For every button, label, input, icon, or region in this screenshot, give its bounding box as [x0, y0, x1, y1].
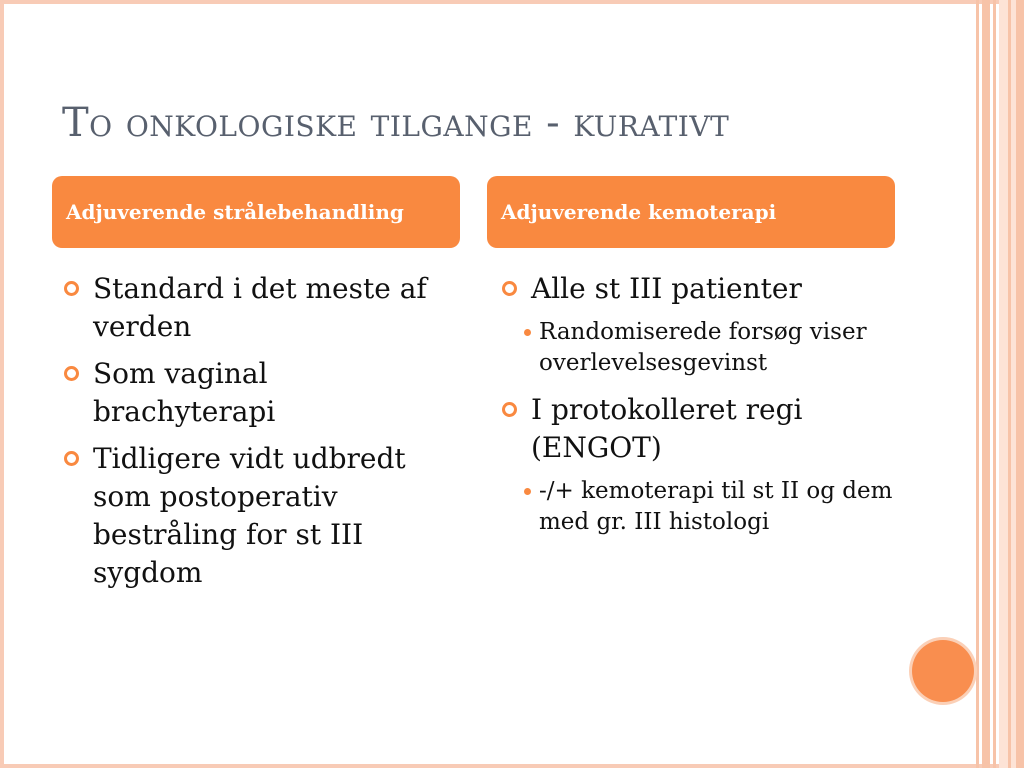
sub-list-item	[498, 317, 898, 379]
slide-title: To onkologiske tilgange - kurativt	[62, 100, 730, 146]
list-item	[60, 440, 450, 592]
sub-list-item-text: Randomiserede forsøg viser overlevelsesgevinst	[539, 319, 867, 376]
decorative-stripe	[1008, 0, 1011, 768]
bullet-icon	[64, 451, 79, 466]
list-item	[60, 355, 450, 431]
sub-list-item-text: -/+ kemoterapi til st II og dem med gr. III histologi	[539, 478, 893, 535]
sub-bullet-icon	[524, 329, 531, 336]
list-item-text: Alle st III patienter	[531, 272, 802, 305]
bullet-icon	[64, 281, 79, 296]
list-item	[498, 391, 898, 467]
decorative-stripe	[1016, 0, 1024, 768]
bullet-icon	[64, 366, 79, 381]
sub-bullet-icon	[524, 488, 531, 495]
list-item-text: Standard i det meste af verden	[93, 272, 427, 343]
decorative-stripe	[982, 0, 990, 768]
list-item	[60, 270, 450, 346]
bullet-icon	[502, 402, 517, 417]
sub-list-item	[498, 476, 898, 538]
decorative-circle	[912, 640, 974, 702]
left-column-header	[52, 176, 460, 248]
decorative-stripe	[976, 0, 979, 768]
left-column-header-label: Adjuverende strålebehandling	[66, 200, 404, 224]
list-item-text: Som vaginal brachyterapi	[93, 357, 276, 428]
list-item-text: I protokolleret regi (ENGOT)	[531, 393, 803, 464]
right-column-header-label: Adjuverende kemoterapi	[501, 200, 777, 224]
bullet-icon	[502, 281, 517, 296]
right-column	[498, 270, 898, 550]
list-item	[498, 270, 898, 308]
list-item-text: Tidligere vidt udbredt som postoperativ bestråling for st III sygdom	[93, 442, 406, 589]
decorative-stripe	[993, 0, 996, 768]
right-column-header	[487, 176, 895, 248]
left-column	[60, 270, 450, 601]
